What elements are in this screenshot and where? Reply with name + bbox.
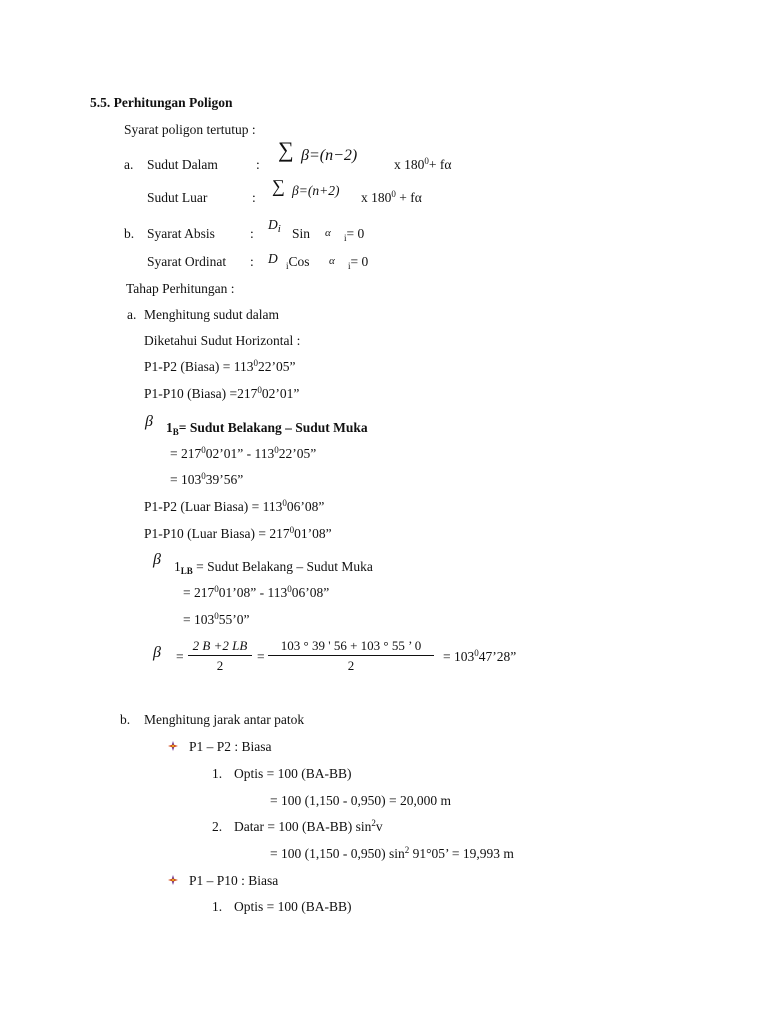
- list-number: 1.: [212, 766, 223, 781]
- section-heading: 5.5. Perhitungan Poligon: [90, 95, 233, 110]
- syarat-intro: Syarat poligon tertutup :: [124, 122, 256, 137]
- step-b-title: Menghitung jarak antar patok: [144, 712, 305, 727]
- ordinat-rhs: $_i$= 0: [348, 254, 369, 271]
- beta-1b-calc: = $217^002’01$” - $113^022’05$”: [170, 445, 317, 461]
- sudut-luar-formula: β=(n+2): [292, 183, 340, 198]
- absis-rhs: $_i$= 0: [344, 226, 365, 243]
- ordinat-cos: $_i$Cos: [286, 254, 310, 271]
- colon: :: [256, 157, 260, 172]
- sudut-dalam-label: Sudut Dalam: [147, 157, 218, 172]
- absis-sin: Sin: [292, 226, 311, 241]
- tahap-heading: Tahap Perhitungan :: [126, 281, 235, 296]
- diketahui-text: Diketahui Sudut Horizontal :: [144, 333, 301, 348]
- beta-1b-equation: $1_B=$ Sudut Belakang – Sudut Muka: [166, 420, 368, 437]
- datar-calc: = 100 (1,150 - 0,950) $\sin^2 91^\circ 05$’ = 19,993 m: [270, 845, 514, 861]
- fraction-average-values: $\frac{103 ^\circ 39 ' 56 + 103 ^\circ 55 ’ 0}{2}$: [268, 638, 434, 674]
- p1-p10-biasa: P1-P10 (Biasa) $=217^002’01$”: [144, 385, 300, 401]
- equals-sign: =: [176, 649, 184, 664]
- ordinat-d: D: [268, 251, 278, 266]
- syarat-ordinat-label: Syarat Ordinat: [147, 254, 227, 269]
- diamond-bullet-icon: [168, 875, 178, 885]
- step-a-label: a.: [127, 307, 137, 322]
- alpha-symbol: α: [325, 227, 331, 239]
- equals-sign: =: [257, 649, 265, 664]
- sudut-dalam-rhs: x $180^0+ f\alpha$: [394, 156, 452, 172]
- diamond-bullet-icon: [168, 741, 178, 751]
- sigma-symbol: ∑: [272, 176, 285, 196]
- item-a-label: a.: [124, 157, 134, 172]
- sudut-luar-rhs: x $180^0 + f\alpha$: [361, 189, 422, 205]
- beta-symbol: β: [145, 413, 153, 430]
- beta-1b-result: = $103^039’56$”: [170, 471, 244, 487]
- optis-formula-2: Optis = 100 (BA-BB): [234, 899, 352, 914]
- sudut-luar-label: Sudut Luar: [147, 190, 208, 205]
- colon: :: [250, 254, 254, 269]
- colon: :: [250, 226, 254, 241]
- optis-calc: = 100 (1,150 - 0,950) = 20,000 m: [270, 793, 451, 808]
- item-b-label: b.: [124, 226, 135, 241]
- colon: :: [252, 190, 256, 205]
- p1-p2-luar-biasa: P1-P2 (Luar Biasa) = $113^006’08$”: [144, 498, 325, 514]
- sigma-symbol: ∑: [278, 137, 294, 162]
- absis-d: $D_i$: [268, 217, 281, 235]
- list-number: 1.: [212, 899, 223, 914]
- optis-formula: Optis = 100 (BA-BB): [234, 766, 352, 781]
- beta-1lb-equation: $1_{LB}$ = Sudut Belakang – Sudut Muka: [174, 559, 373, 576]
- syarat-absis-label: Syarat Absis: [147, 226, 215, 241]
- step-b-label: b.: [120, 712, 131, 727]
- p1-p2-biasa-heading: P1 – P2 : Biasa: [189, 739, 272, 754]
- beta-1lb-result: = $103^055’0$”: [183, 611, 250, 627]
- datar-formula: Datar = 100 (BA-BB) $\sin^2v$: [234, 818, 383, 834]
- average-result: = $103^047’28$”: [443, 648, 517, 664]
- fraction-average-formula: $\frac{2 B +2 LB}{2}$: [188, 638, 252, 674]
- p1-p10-luar-biasa: P1-P10 (Luar Biasa) = $217^001’08$”: [144, 525, 332, 541]
- alpha-symbol: α: [329, 255, 335, 267]
- beta-1lb-calc: = $217^001’08$” - $113^006’08$”: [183, 584, 330, 600]
- p1-p10-biasa-heading: P1 – P10 : Biasa: [189, 873, 279, 888]
- sudut-dalam-formula: β=(n−2): [301, 147, 358, 164]
- step-a-title: Menghitung sudut dalam: [144, 307, 279, 322]
- beta-symbol: β: [153, 644, 161, 661]
- p1-p2-biasa: P1-P2 (Biasa) = $113^022’05$”: [144, 358, 296, 374]
- beta-symbol: β: [153, 551, 161, 568]
- list-number: 2.: [212, 819, 223, 834]
